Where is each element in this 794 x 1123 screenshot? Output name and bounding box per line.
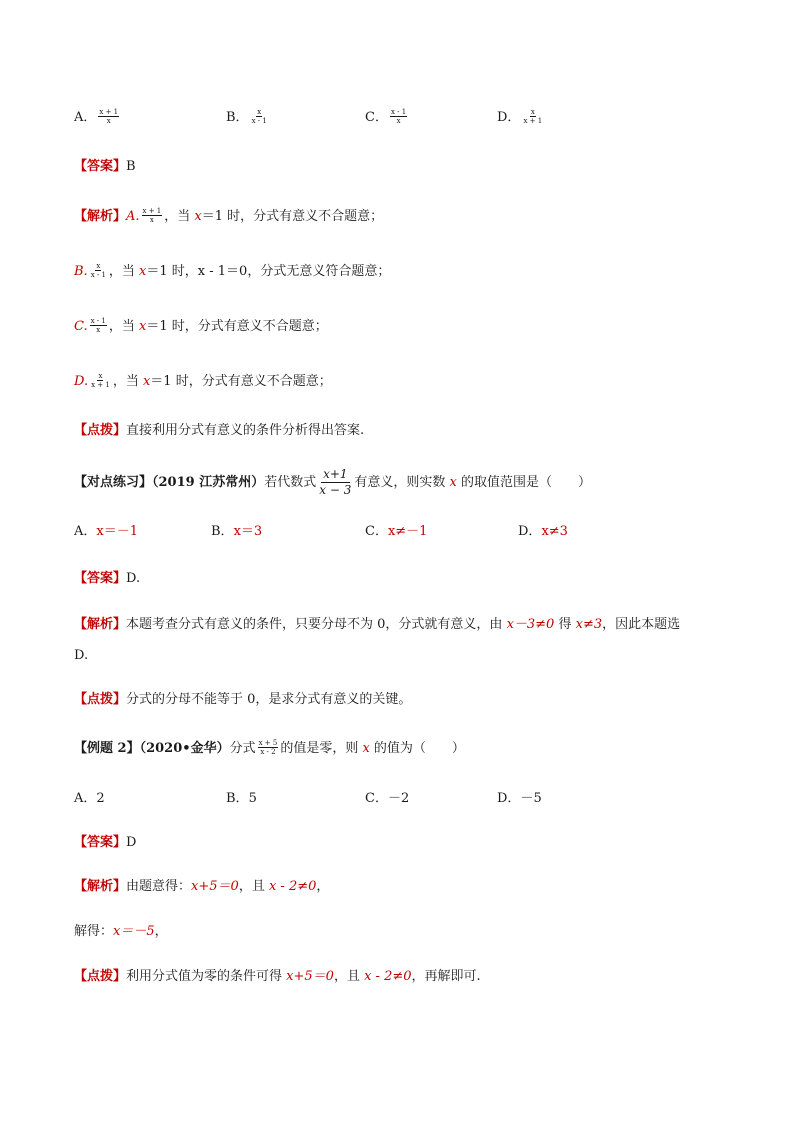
fraction: $\frac{x + 1}{x}$	[142, 207, 162, 224]
q1-option-a: A． $\frac{x + 1}{x}$	[74, 108, 119, 125]
fraction: $\frac{x+1}{x - 3}$	[319, 467, 352, 497]
q2-tip: 【点拨】分式的分母不能等于 0，是求分式有意义的关键。	[74, 692, 412, 707]
q3-analysis: 【解析】由题意得：x+5＝0，且 x - 2≠0，	[74, 879, 330, 894]
fraction: $\frac{x}{x - 1}$	[90, 262, 106, 279]
q3-answer: 【答案】D	[74, 835, 137, 850]
q1-analysis-a: 【解析】A. $\frac{x + 1}{x}$ ，当 x＝1 时，分式有意义不合题意；	[74, 207, 384, 224]
fraction: $\frac{x - 1}{x}$	[390, 108, 407, 125]
q1-answer: 【答案】B	[74, 159, 136, 174]
q1-analysis-c: C. $\frac{x - 1}{x}$ ，当 x＝1 时，分式有意义不合题意；	[74, 317, 328, 334]
q2-option-c: C．x≠－1	[365, 524, 428, 539]
q1-option-b: B． $\frac{x}{x - 1}$	[226, 108, 267, 125]
q3-solve: 解得：x＝－5，	[74, 924, 168, 939]
fraction: $\frac{x}{x + 1}$	[91, 372, 110, 389]
q2-answer: 【答案】D.	[74, 571, 141, 586]
q3-tip: 【点拨】利用分式值为零的条件可得 x+5＝0，且 x - 2≠0，再解即可.	[74, 969, 481, 984]
q3-option-b: B．5	[226, 791, 257, 806]
q1-option-d: D． $\frac{x}{x + 1}$	[497, 108, 543, 125]
fraction: $\frac{x - 1}{x}$	[90, 317, 106, 334]
q1-option-c: C． $\frac{x - 1}{x}$	[365, 108, 407, 125]
q2-stem: 【对点练习】（2019 江苏常州）若代数式 $\frac{x+1}{x - 3}$ 有意义，则实数 x 的取值范围是（ ）	[74, 467, 591, 497]
fraction: $\frac{x + 5}{x - 2}$	[258, 739, 278, 756]
q3-option-d: D．－5	[497, 791, 542, 806]
q2-analysis-cont: D.	[74, 648, 89, 663]
fraction: $\frac{x}{x - 1}$	[251, 108, 267, 125]
q2-analysis: 【解析】本题考查分式有意义的条件，只要分母不为 0，分式就有意义，由 x－3≠0 得 x≠3，因此本题选	[74, 617, 681, 632]
q2-option-d: D．x≠3	[518, 524, 568, 539]
q1-analysis-d: D. $\frac{x}{x + 1}$ ，当 x＝1 时，分式有意义不合题意；	[74, 372, 332, 389]
q1-analysis-b: B. $\frac{x}{x - 1}$ ，当 x＝1 时，x - 1＝0，分式无意义符合题意；	[74, 262, 391, 279]
q1-tip: 【点拨】直接利用分式有意义的条件分析得出答案.	[74, 423, 365, 438]
q2-option-a: A．x＝－1	[74, 524, 138, 539]
q3-option-c: C．－2	[365, 791, 410, 806]
q2-option-b: B．x＝3	[211, 524, 263, 539]
q3-stem: 【例题 2】（2020•金华）分式 $\frac{x + 5}{x - 2}$ 的值是零，则 x 的值为（ ）	[74, 739, 465, 756]
q3-option-a: A．2	[74, 791, 105, 806]
fraction: $\frac{x}{x + 1}$	[523, 108, 543, 125]
fraction: $\frac{x + 1}{x}$	[99, 108, 119, 125]
